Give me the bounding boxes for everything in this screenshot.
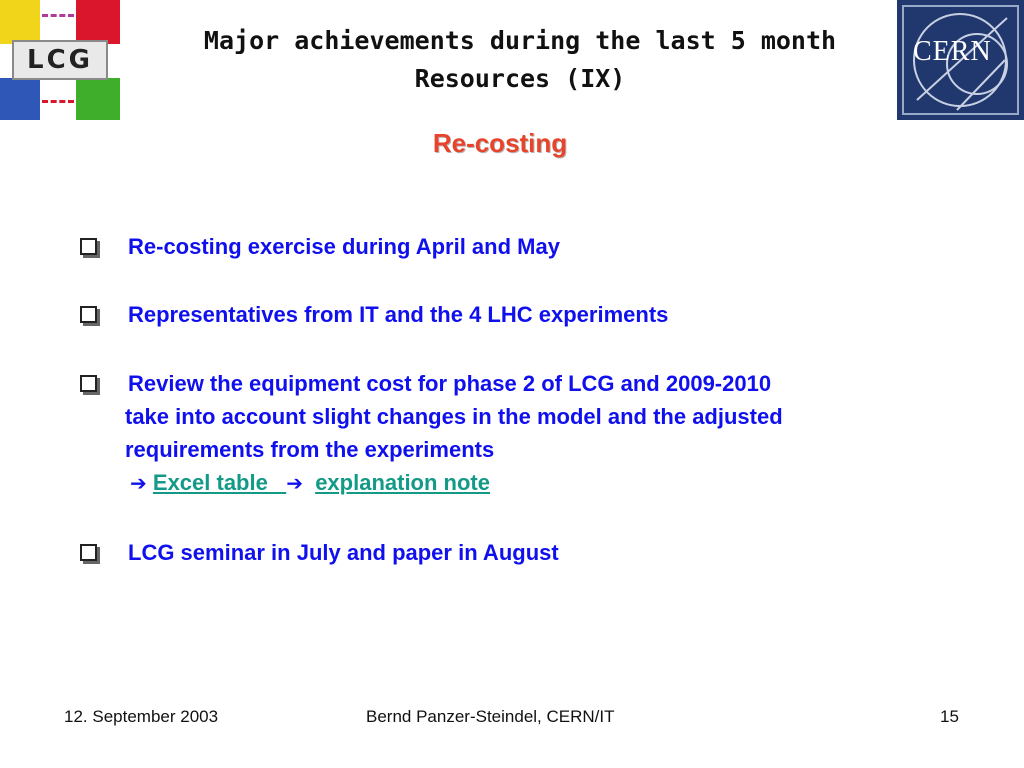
excel-table-link[interactable]: Excel table [152,470,287,495]
cern-logo [897,0,1024,120]
bullet-text: Re-costing exercise during April and May [128,234,560,259]
lcg-logo-text: LCG [27,45,93,75]
footer-author: Bernd Panzer-Steindel, CERN/IT [366,707,615,726]
section-subtitle: Re-costing [432,128,568,158]
page-title-line2: Resources (IX) [414,64,626,93]
bullet-item [80,367,1000,500]
page-title: Major achievements during the last 5 month [203,26,837,55]
bullet-text: LCG seminar in July and paper in August [128,540,559,565]
footer-date: 12. September 2003 [64,707,219,726]
logo-red-square [76,0,120,44]
bullet-item [80,536,1000,569]
checkbox-bullet-icon [80,375,97,392]
arrow-right-icon: ➔ [130,471,147,495]
bullet-text: Review the equipment cost for phase 2 of LCG and 2009-2010 [128,371,772,396]
lcg-logo [0,0,120,120]
logo-blue-square [0,78,40,120]
logo-yellow-square [0,0,40,44]
bullet-item [80,230,1000,263]
cern-logo-text: CERN [913,36,992,67]
checkbox-bullet-icon [80,306,97,323]
logo-dash-top [42,14,74,17]
bullet-item [80,298,1000,331]
logo-plate [12,40,108,80]
bullet-continuation: requirements from the experiments [125,437,495,462]
logo-dash-bottom [42,100,74,103]
link-row [130,466,1000,500]
arrow-right-icon: ➔ [286,471,303,495]
bullet-continuation: take into account slight changes in the model and the adjusted [125,404,783,429]
bullet-text: Representatives from IT and the 4 LHC experiments [128,302,669,327]
explanation-note-link[interactable]: explanation note [315,470,490,495]
logo-green-square [76,78,120,120]
checkbox-bullet-icon [80,544,97,561]
checkbox-bullet-icon [80,238,97,255]
footer-page-number: 15 [940,707,959,726]
